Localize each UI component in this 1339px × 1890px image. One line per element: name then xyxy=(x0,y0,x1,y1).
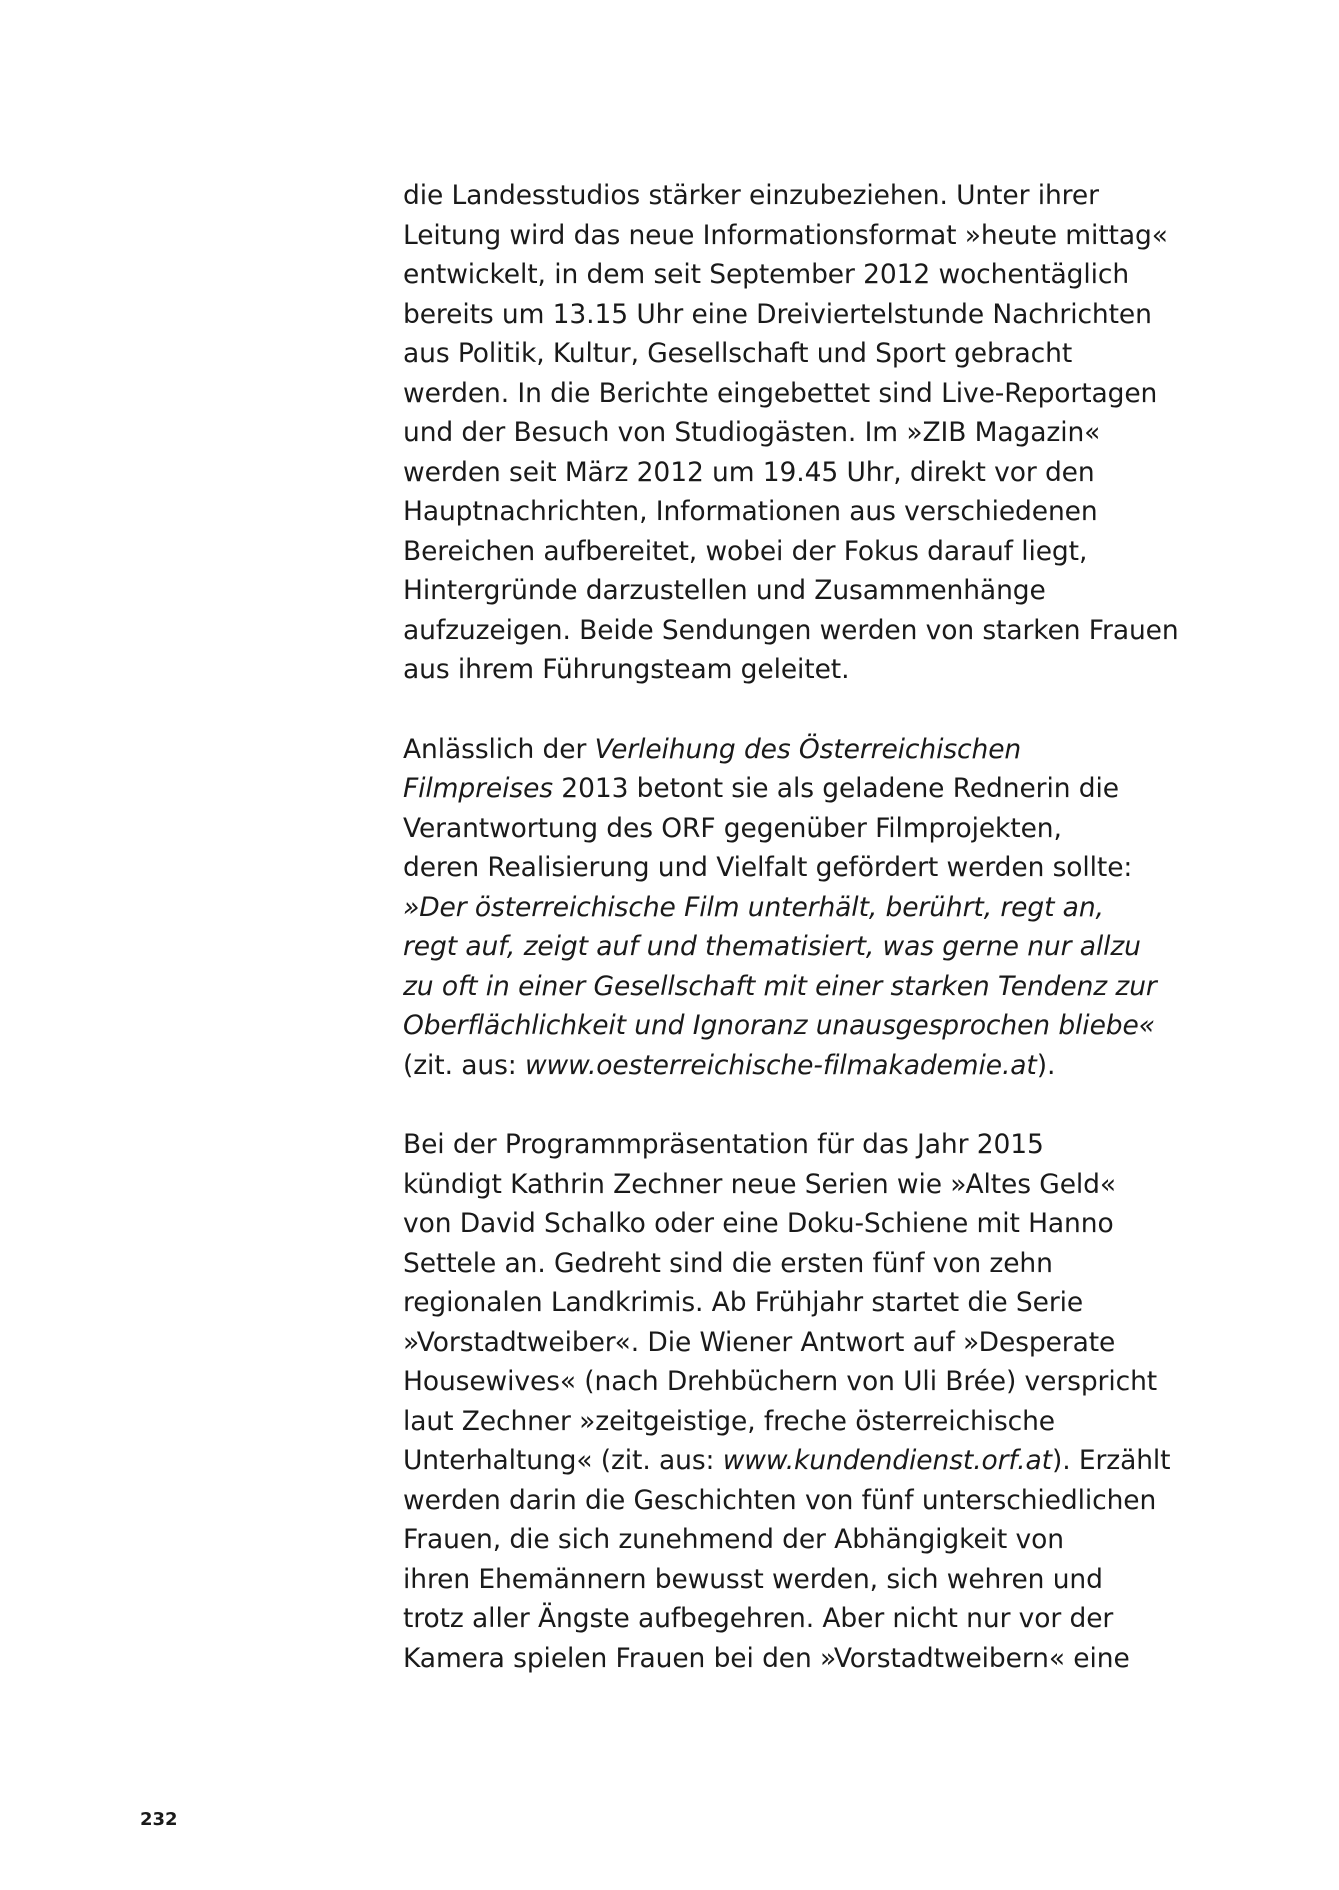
text-run: Frauen, die sich zunehmend der Abhängigkeit von xyxy=(403,1524,1064,1555)
text-line xyxy=(403,1165,1203,1205)
italic-text-run: Verleihung des Österreichischen xyxy=(594,733,1022,765)
text-line xyxy=(403,1402,1203,1442)
text-run: Kamera spielen Frauen bei den »Vorstadtweibern« eine xyxy=(403,1642,1130,1674)
text-line xyxy=(403,334,1203,374)
text-run: Bei der Programmpräsentation für das Jahr 2015 xyxy=(403,1129,1044,1160)
text-run: und der Besuch von Studiogästen. Im »ZIB Magazin« xyxy=(403,417,1101,448)
text-run: aus Politik, Kultur, Gesellschaft und Sport gebracht xyxy=(403,338,1073,369)
text-run: Anlässlich der xyxy=(403,733,595,765)
text-run: ihren Ehemännern bewusst werden, sich wehren und xyxy=(403,1563,1103,1595)
paragraph xyxy=(403,176,1203,690)
text-line xyxy=(403,255,1203,295)
text-run: Hauptnachrichten, Informationen aus verschiedenen xyxy=(403,496,1098,527)
italic-text-run: Oberflächlichkeit und Ignoranz unausgesprochen bliebe« xyxy=(403,1010,1155,1041)
text-run: Verantwortung des ORF gegenüber Filmprojekten, xyxy=(403,812,1062,844)
text-run: werden. In die Berichte eingebettet sind Live-Reportagen xyxy=(403,377,1158,409)
text-run: regionalen Landkrimis. Ab Frühjahr startet die Serie xyxy=(403,1287,1084,1318)
text-line xyxy=(403,1481,1203,1521)
text-run: kündigt Kathrin Zechner neue Serien wie »Altes Geld« xyxy=(403,1168,1117,1200)
italic-text-run: zu oft in einer Gesellschaft mit einer starken Tendenz zur xyxy=(403,970,1157,1002)
text-run: werden darin die Geschichten von fünf unterschiedlichen xyxy=(403,1484,1157,1516)
text-line xyxy=(403,730,1203,770)
paragraph xyxy=(403,730,1203,1086)
text-line xyxy=(403,650,1203,690)
text-run: ). Erzählt xyxy=(1051,1445,1171,1476)
text-run: bereits um 13.15 Uhr eine Dreiviertelstunde Nachrichten xyxy=(403,298,1152,330)
italic-text-run: »Der österreichische Film unterhält, berührt, regt an, xyxy=(403,891,1104,923)
text-line xyxy=(403,453,1203,493)
italic-text-run: www.kundendienst.orf.at xyxy=(722,1445,1052,1476)
text-run: Settele an. Gedreht sind die ersten fünf von zehn xyxy=(403,1247,1053,1279)
text-run: laut Zechner »zeitgeistige, freche österreichische xyxy=(403,1405,1056,1437)
text-line xyxy=(403,1125,1203,1165)
text-line xyxy=(403,1362,1203,1402)
text-line xyxy=(403,1006,1203,1046)
text-run: Housewives« (nach Drehbüchern von Uli Brée) verspricht xyxy=(403,1366,1158,1397)
text-run: deren Realisierung und Vielfalt gefördert werden sollte: xyxy=(403,852,1133,883)
text-run: Leitung wird das neue Informationsformat »heute mittag« xyxy=(403,219,1168,251)
text-line xyxy=(403,374,1203,414)
body-text-column xyxy=(403,176,1203,1718)
italic-text-run: regt auf, zeigt auf und thematisiert, was gerne nur allzu xyxy=(403,931,1141,962)
text-line xyxy=(403,216,1203,256)
text-run: entwickelt, in dem seit September 2012 wochentäglich xyxy=(403,259,1130,290)
text-run: Hintergründe darzustellen und Zusammenhänge xyxy=(403,575,1046,606)
text-run: aufzuzeigen. Beide Sendungen werden von starken Frauen xyxy=(403,614,1179,646)
text-line xyxy=(403,1599,1203,1639)
text-line xyxy=(403,1441,1203,1481)
text-run: 2013 betont sie als geladene Rednerin die xyxy=(552,773,1119,804)
text-line xyxy=(403,1639,1203,1679)
text-line xyxy=(403,1520,1203,1560)
text-run: aus ihrem Führungsteam geleitet. xyxy=(403,654,850,685)
text-line xyxy=(403,809,1203,849)
text-line xyxy=(403,413,1203,453)
text-run: (zit. aus: xyxy=(403,1049,525,1081)
text-run: Unterhaltung« (zit. aus: xyxy=(403,1445,723,1476)
text-run: von David Schalko oder eine Doku-Schiene mit Hanno xyxy=(403,1208,1114,1239)
text-line xyxy=(403,492,1203,532)
text-run: trotz aller Ängste aufbegehren. Aber nicht nur vor der xyxy=(403,1603,1114,1634)
text-line xyxy=(403,967,1203,1007)
text-line xyxy=(403,1560,1203,1600)
italic-text-run: Filmpreises xyxy=(403,773,553,804)
text-line xyxy=(403,888,1203,928)
text-line xyxy=(403,176,1203,216)
text-line xyxy=(403,571,1203,611)
text-line xyxy=(403,611,1203,651)
text-line xyxy=(403,927,1203,967)
text-line xyxy=(403,848,1203,888)
text-line xyxy=(403,1323,1203,1363)
text-run: die Landesstudios stärker einzubeziehen. Unter ihrer xyxy=(403,180,1099,211)
text-line xyxy=(403,1046,1203,1086)
text-line xyxy=(403,1244,1203,1284)
text-run: »Vorstadtweiber«. Die Wiener Antwort auf »Desperate xyxy=(403,1326,1116,1358)
text-run: werden seit März 2012 um 19.45 Uhr, direkt vor den xyxy=(403,456,1095,488)
text-line xyxy=(403,295,1203,335)
text-line xyxy=(403,532,1203,572)
text-line xyxy=(403,1283,1203,1323)
italic-text-run: www.oesterreichische-filmakademie.at xyxy=(524,1049,1037,1081)
page-number: 232 xyxy=(140,1809,178,1830)
text-run: ). xyxy=(1036,1049,1056,1081)
paragraph xyxy=(403,1125,1203,1678)
text-line xyxy=(403,769,1203,809)
text-run: Bereichen aufbereitet, wobei der Fokus darauf liegt, xyxy=(403,535,1088,567)
text-line xyxy=(403,1204,1203,1244)
